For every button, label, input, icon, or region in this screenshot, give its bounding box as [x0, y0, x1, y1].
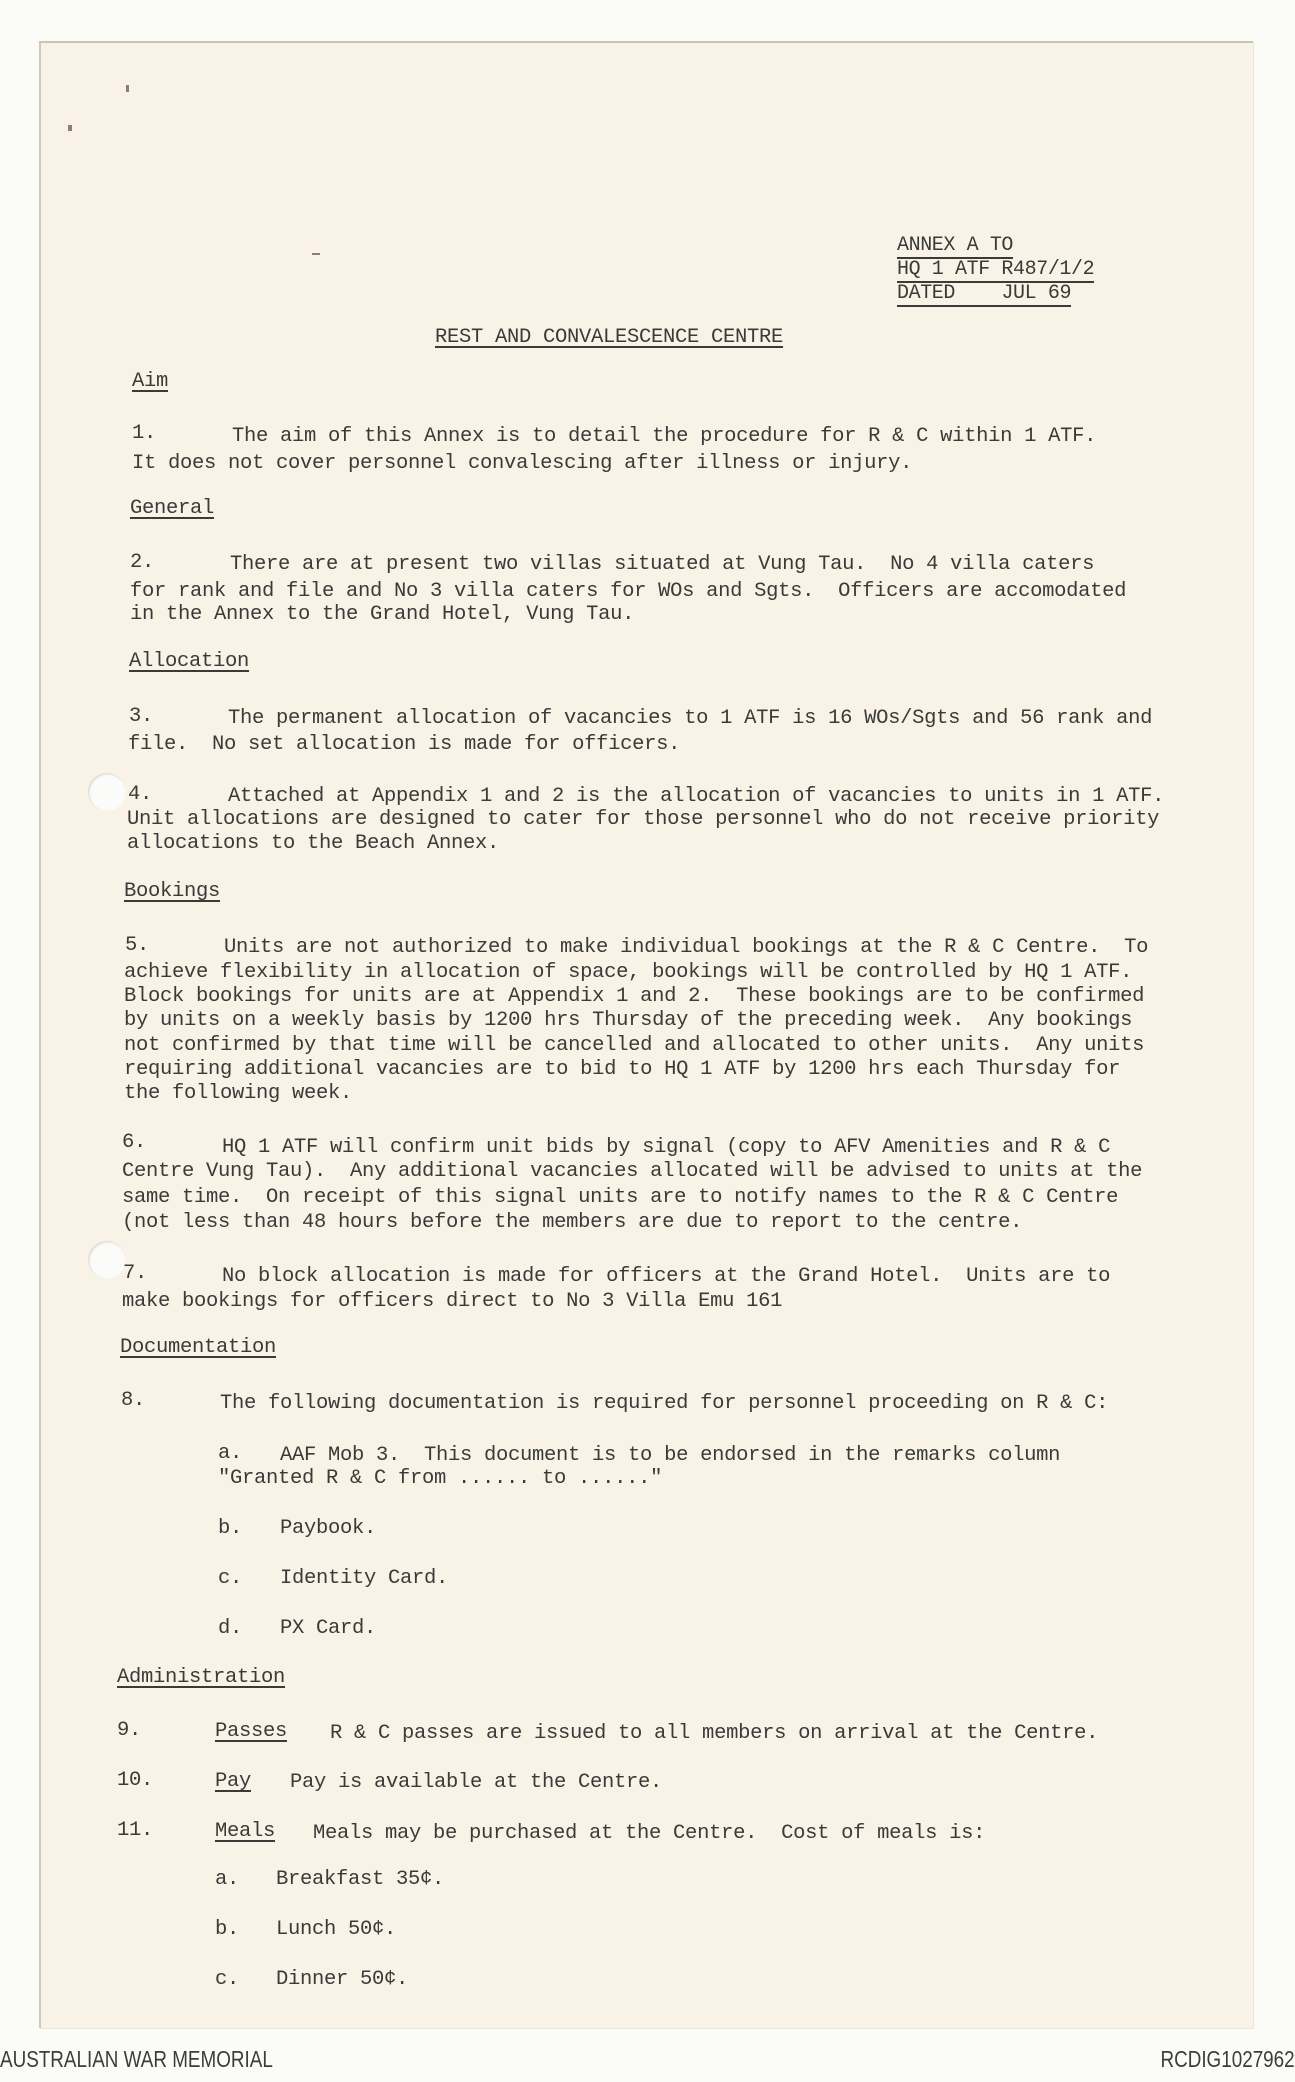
paragraph-number: 3. — [129, 705, 154, 728]
paragraph-number: 10. — [117, 1769, 154, 1792]
paragraph-11-title: Meals — [215, 1820, 276, 1843]
paragraph-7-line-1: No block allocation is made for officers at the Grand Hotel. Units are to — [222, 1265, 1111, 1288]
paragraph-number: 9. — [117, 1719, 142, 1742]
paragraph-number: 6. — [122, 1131, 147, 1154]
paragraph-6-line-2: Centre Vung Tau). Any additional vacancies allocated will be advised to units at the — [122, 1160, 1143, 1183]
paragraph-number: 2. — [130, 551, 155, 574]
meal-cost-lunch: Lunch 50¢. — [276, 1918, 397, 1941]
heading-general: General — [130, 497, 215, 520]
paragraph-5-line-5: not confirmed by that time will be cancelled and allocated to other units. Any units — [124, 1034, 1145, 1057]
dated-line — [897, 283, 1071, 307]
file-reference: HQ 1 ATF R487/1/2 — [897, 258, 1095, 281]
paragraph-1-line-2: It does not cover personnel convalescing after illness or injury. — [132, 452, 913, 475]
reference-block — [897, 235, 1094, 307]
paragraph-3-line-1: The permanent allocation of vacancies to 1 ATF is 16 WOs/Sgts and 56 rank and — [228, 707, 1153, 730]
heading-aim: Aim — [132, 370, 169, 393]
paragraph-number: 4. — [128, 783, 153, 806]
paragraph-2-line-2: for rank and file and No 3 villa caters for WOs and Sgts. Officers are accomodated — [130, 580, 1127, 603]
paragraph-4-line-1: Attached at Appendix 1 and 2 is the allocation of vacancies to units in 1 ATF. — [228, 785, 1165, 808]
heading-administration: Administration — [117, 1666, 286, 1689]
list-item-letter: a. — [218, 1442, 243, 1465]
paragraph-8-text: The following documentation is required for personnel proceeding on R & C: — [220, 1392, 1109, 1415]
paragraph-5-line-4: by units on a weekly basis by 1200 hrs Thursday of the preceding week. Any bookings — [124, 1009, 1133, 1032]
dated-label: DATED — [897, 282, 956, 305]
dated-value: JUL 69 — [1001, 282, 1072, 305]
paragraph-2-line-3: in the Annex to the Grand Hotel, Vung Tau. — [130, 603, 635, 626]
paragraph-4-line-2: Unit allocations are designed to cater for those personnel who do not receive priority — [127, 808, 1160, 831]
paragraph-5-line-6: requiring additional vacancies are to bid to HQ 1 ATF by 1200 hrs each Thursday for — [124, 1058, 1121, 1081]
list-item-letter: b. — [215, 1918, 240, 1941]
list-item-text: PX Card. — [280, 1617, 377, 1640]
punch-hole — [88, 1241, 126, 1279]
paragraph-3-line-2: file. No set allocation is made for officers. — [128, 733, 681, 756]
list-item-text: Paybook. — [280, 1517, 377, 1540]
paragraph-1-line-1: The aim of this Annex is to detail the procedure for R & C within 1 ATF. — [232, 425, 1097, 448]
list-item-letter: c. — [218, 1567, 243, 1590]
annex-label: ANNEX A TO — [897, 234, 1014, 257]
ink-speck — [312, 253, 320, 255]
list-item-text: Identity Card. — [280, 1567, 449, 1590]
paragraph-number: 11. — [117, 1819, 154, 1842]
paragraph-11-text: Meals may be purchased at the Centre. Cost of meals is: — [313, 1822, 986, 1845]
ink-speck — [68, 125, 72, 131]
list-item-letter: b. — [218, 1517, 243, 1540]
paragraph-10-text: Pay is available at the Centre. — [290, 1771, 663, 1794]
list-item-text: "Granted R & C from ...... to ......" — [218, 1467, 663, 1490]
paragraph-5-line-7: the following week. — [124, 1082, 353, 1105]
paragraph-9-title: Passes — [215, 1720, 288, 1743]
punch-hole — [88, 773, 126, 811]
list-item-letter: d. — [218, 1617, 243, 1640]
list-item-letter: c. — [215, 1968, 240, 1991]
ink-speck — [126, 85, 129, 92]
archive-credit: AUSTRALIAN WAR MEMORIAL — [0, 2046, 273, 2072]
paragraph-6-line-4: (not less than 48 hours before the members are due to report to the centre. — [122, 1211, 1023, 1234]
paragraph-5-line-2: achieve flexibility in allocation of space, bookings will be controlled by HQ 1 ATF. — [124, 961, 1133, 984]
paragraph-number: 8. — [121, 1389, 146, 1412]
paragraph-6-line-3: same time. On receipt of this signal units are to notify names to the R & C Centre — [122, 1186, 1119, 1209]
paragraph-2-line-1: There are at present two villas situated at Vung Tau. No 4 villa caters — [230, 553, 1095, 576]
list-item-letter: a. — [215, 1868, 240, 1891]
paragraph-7-line-2: make bookings for officers direct to No 3 Villa Emu 161 — [122, 1290, 783, 1313]
paragraph-10-title: Pay — [215, 1770, 252, 1793]
meal-cost-dinner: Dinner 50¢. — [276, 1968, 409, 1991]
paragraph-number: 1. — [132, 422, 157, 445]
paragraph-4-line-3: allocations to the Beach Annex. — [127, 832, 500, 855]
meal-cost-breakfast: Breakfast 35¢. — [276, 1868, 445, 1891]
heading-allocation: Allocation — [129, 650, 250, 673]
heading-documentation: Documentation — [120, 1336, 277, 1359]
heading-bookings: Bookings — [124, 880, 221, 903]
paragraph-6-line-1: HQ 1 ATF will confirm unit bids by signal (copy to AFV Amenities and R & C — [222, 1136, 1111, 1159]
paragraph-5-line-3: Block bookings for units are at Appendix 1 and 2. These bookings are to be confirmed — [124, 985, 1145, 1008]
list-item-text: AAF Mob 3. This document is to be endorsed in the remarks column — [280, 1444, 1061, 1467]
paragraph-number: 7. — [123, 1262, 148, 1285]
paragraph-5-line-1: Units are not authorized to make individual bookings at the R & C Centre. To — [224, 936, 1149, 959]
paragraph-number: 5. — [125, 934, 150, 957]
document-title: REST AND CONVALESCENCE CENTRE — [435, 326, 784, 349]
archive-id: RCDIG1027962 — [1160, 2046, 1295, 2072]
paragraph-9-text: R & C passes are issued to all members on arrival at the Centre. — [330, 1722, 1099, 1745]
